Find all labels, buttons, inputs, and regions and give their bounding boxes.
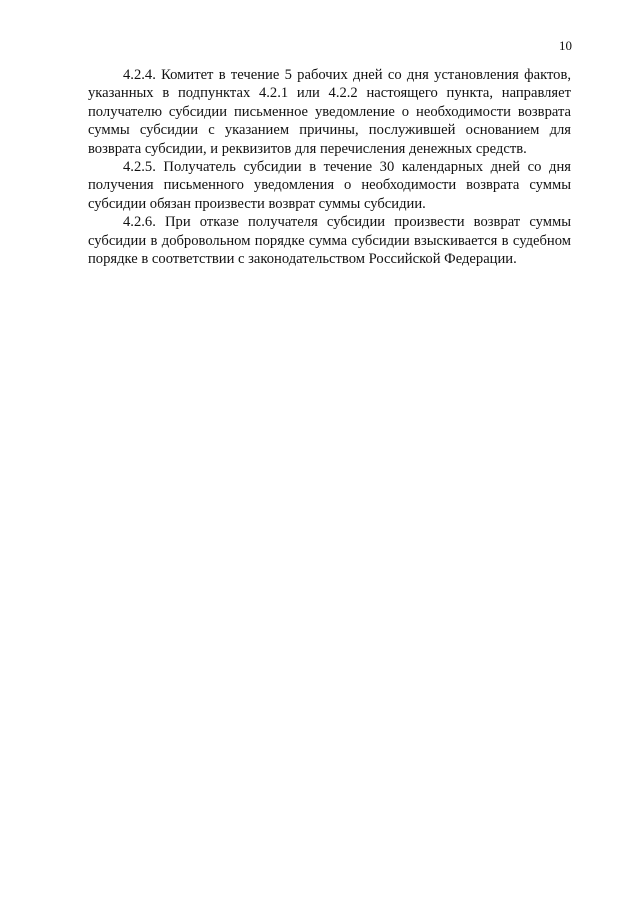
paragraph-4-2-6: 4.2.6. При отказе получателя субсидии произвести возврат суммы субсидии в добровольном порядке сумма субсидии взыскивается в судебном порядке в соответствии с законодательством Российской Федерации. <box>88 214 571 268</box>
document-body <box>88 66 571 268</box>
paragraph-4-2-5: 4.2.5. Получатель субсидии в течение 30 календарных дней со дня получения письменного уведомления о необходимости возврата суммы субсидии обязан произвести возврат суммы субсидии. <box>88 159 571 212</box>
paragraph-4-2-4: 4.2.4. Комитет в течение 5 рабочих дней со дня установления фактов, указанных в подпунктах 4.2.1 или 4.2.2 настоящего пункта, направляет получателю субсидии письменное уведомление о необходимости возврата суммы субсидии с указанием причины, послужившей основанием для возврата субсидии, и реквизитов для перечисления денежных средств. <box>88 67 571 157</box>
page-number: 10 <box>559 38 572 53</box>
